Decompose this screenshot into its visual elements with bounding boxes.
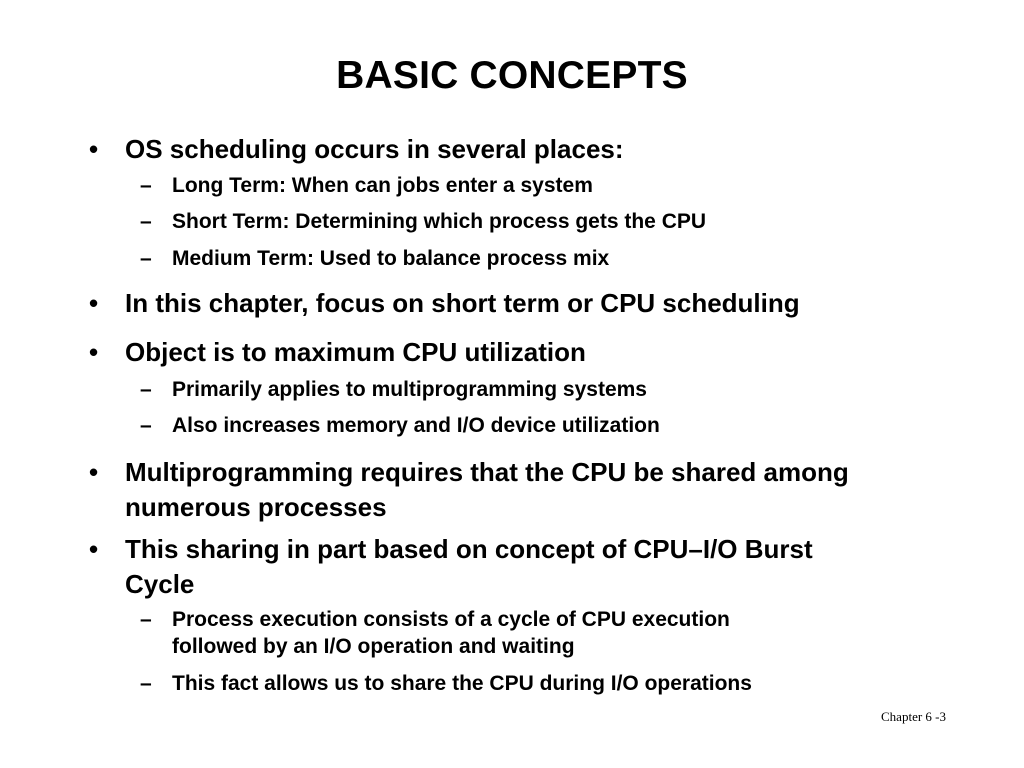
page-number: Chapter 6 -3 bbox=[881, 709, 946, 724]
bullet-text: Object is to maximum CPU utilization bbox=[125, 337, 586, 367]
sub-bullet-text: Also increases memory and I/O device utilization bbox=[172, 414, 660, 437]
bullet-item bbox=[89, 132, 624, 167]
sub-bullet-text-line: Process execution consists of a cycle of CPU execution bbox=[172, 608, 730, 631]
sub-bullet-item bbox=[140, 208, 707, 235]
sub-bullet-text: This fact allows us to share the CPU during I/O operations bbox=[172, 672, 752, 695]
sub-bullet-item bbox=[140, 670, 752, 697]
bullet-text: In this chapter, focus on short term or CPU scheduling bbox=[125, 288, 800, 318]
bullet-text-line: numerous processes bbox=[125, 492, 387, 522]
bullet-item bbox=[89, 286, 800, 321]
bullet-text-line: This sharing in part based on concept of CPU–I/O Burst bbox=[125, 534, 813, 564]
dash-marker: – bbox=[140, 672, 152, 695]
dash-marker: – bbox=[140, 608, 152, 631]
sub-bullet-text-line: followed by an I/O operation and waiting bbox=[172, 635, 575, 658]
dash-marker: – bbox=[140, 378, 152, 401]
bullet-marker: • bbox=[89, 337, 99, 367]
bullet-marker: • bbox=[89, 288, 99, 318]
bullet-text-line: Cycle bbox=[125, 569, 195, 599]
dash-marker: – bbox=[140, 414, 152, 437]
sub-bullet-text: Short Term: Determining which process gets the CPU bbox=[172, 210, 707, 233]
bullet-item bbox=[89, 455, 849, 525]
dash-marker: – bbox=[140, 174, 152, 197]
bullet-item bbox=[89, 335, 586, 370]
slide-title: BASIC CONCEPTS bbox=[336, 54, 688, 97]
bullet-text: OS scheduling occurs in several places: bbox=[125, 134, 624, 164]
bullet-marker: • bbox=[89, 134, 99, 164]
sub-bullet-item bbox=[140, 606, 730, 660]
bullet-text-line: Multiprogramming requires that the CPU be shared among bbox=[125, 457, 849, 487]
bullet-marker: • bbox=[89, 534, 99, 564]
dash-marker: – bbox=[140, 247, 152, 270]
sub-bullet-item bbox=[140, 245, 610, 272]
sub-bullet-item bbox=[140, 376, 647, 403]
sub-bullet-text: Primarily applies to multiprogramming systems bbox=[172, 378, 647, 401]
sub-bullet-item bbox=[140, 412, 660, 439]
sub-bullet-text: Long Term: When can jobs enter a system bbox=[172, 174, 593, 197]
dash-marker: – bbox=[140, 210, 152, 233]
sub-bullet-item bbox=[140, 172, 593, 199]
bullet-item bbox=[89, 532, 813, 602]
bullet-marker: • bbox=[89, 457, 99, 487]
sub-bullet-text: Medium Term: Used to balance process mix bbox=[172, 247, 610, 270]
